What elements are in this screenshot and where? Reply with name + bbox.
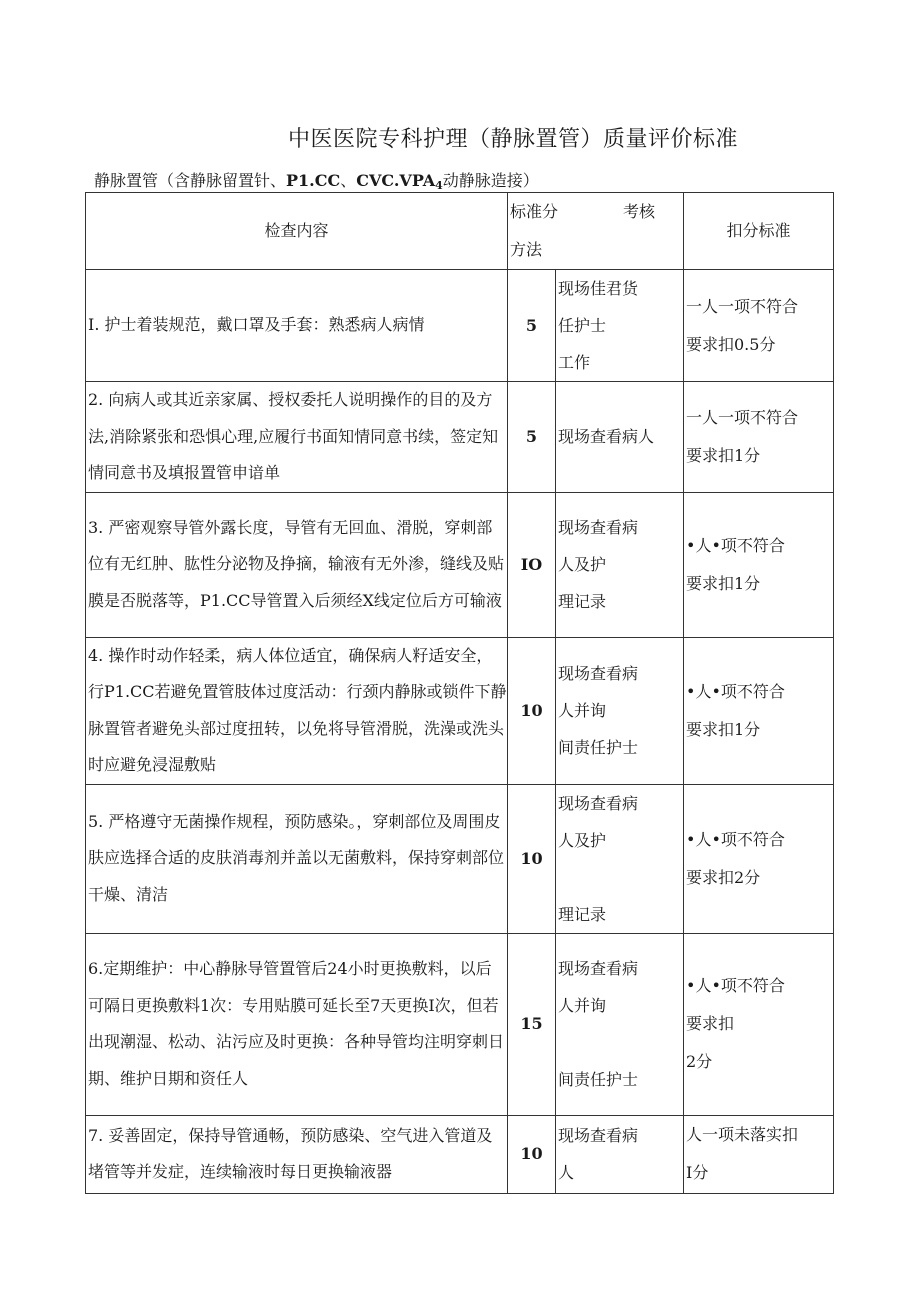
subtitle-text-2: P1.CC [286, 171, 341, 190]
row-method: 现场查看病 人 [556, 1115, 684, 1193]
row-method: 现场查看病 人并询 间责任护士 [556, 637, 684, 784]
row-method: 现场查看病 人并询 间责任护士 [556, 933, 684, 1115]
row-score: 10 [508, 784, 556, 933]
row-deduction: 一人一项不符合 要求扣1分 [684, 382, 834, 493]
header-method-2: 方法 [510, 240, 543, 259]
row-score: 5 [508, 382, 556, 493]
table-row [86, 637, 834, 784]
row-method: 现场查看病 人及护 理记录 [556, 492, 684, 637]
row-content: 4. 操作时动作轻柔，病人体位适宜，确保病人籽适安全，行P1.CC若避免置管肢体过度活动：行颈内静脉或锁件下静脉置管者避免头部过度扭转，以免将导管滑脱，洗澡或洗头时应避免浸湿敷贴 [86, 637, 508, 784]
row-deduction: 人一项未落实扣 I分 [684, 1115, 834, 1193]
subtitle-text-1: 静脉置管（含静脉留置针、 [94, 171, 287, 190]
row-content: 7. 妥善固定，保持导管通畅，预防感染、空气进入管道及堵管等并发症，连续输液时每日更换输液器 [86, 1115, 508, 1193]
table-row [86, 382, 834, 493]
subtitle-text-3: 、 [340, 171, 357, 190]
row-method: 现场查看病人 [556, 382, 684, 493]
row-method: 现场佳君货 任护士 工作 [556, 270, 684, 382]
page-title: 中医医院专科护理（静脉置管）质量评价标准 [287, 127, 738, 152]
row-deduction: •人•项不符合 要求扣 2分 [684, 933, 834, 1115]
table-row [86, 492, 834, 637]
row-method: 现场查看病 人及护 理记录 [556, 784, 684, 933]
header-score: 标准分 [510, 202, 559, 221]
row-score: 10 [508, 637, 556, 784]
table-row [86, 784, 834, 933]
row-deduction: 一人一项不符合 要求扣0.5分 [684, 270, 834, 382]
row-content: 2. 向病人或其近亲家属、授权委托人说明操作的目的及方法,消除紧张和恐惧心理,应履行书面知情同意书续，签定知情同意书及填报置管申谙单 [86, 382, 508, 493]
row-score: 5 [508, 270, 556, 382]
row-content: I. 护士着装规范，戴口罩及手套：熟悉病人病情 [86, 270, 508, 382]
header-deduction: 扣分标准 [684, 193, 834, 270]
subtitle-subscript: 4 [435, 179, 443, 192]
document-subtitle [94, 168, 539, 192]
table-row [86, 933, 834, 1115]
row-content: 3. 严密观察导管外露长度，导管有无回血、滑脱，穿刺部位有无红肿、肱性分泌物及挣摘，输液有无外渗，缝线及贴膜是否脱落等，P1.CC导管置入后须经X线定位后方可输液 [86, 492, 508, 637]
header-score-method [508, 193, 684, 270]
subtitle-text-5: 动静脉造接） [442, 171, 539, 190]
evaluation-table [85, 192, 834, 1194]
header-content: 检查内容 [86, 193, 508, 270]
header-method: 考核 [622, 202, 655, 221]
row-content: 6.定期维护：中心静脉导管置管后24小时更换敷料，以后可隔日更换敷料1次：专用贴膜可延长至7天更换I次，但若出现潮湿、松动、沾污应及时更换：各种导管均注明穿刺日期、维护日期和资任人 [86, 933, 508, 1115]
row-deduction: •人•项不符合 要求扣1分 [684, 637, 834, 784]
row-score: 15 [508, 933, 556, 1115]
row-score: IO [508, 492, 556, 637]
row-deduction: •人•项不符合 要求扣2分 [684, 784, 834, 933]
table-header-row [86, 193, 834, 270]
row-content: 5. 严格遵守无菌操作规程，预防感染。，穿刺部位及周围皮肤应选择合适的皮肤消毒剂并盖以无菌敷料，保持穿刺部位干燥、清洁 [86, 784, 508, 933]
subtitle-text-4: CVC.VPA [356, 171, 436, 190]
table-row [86, 1115, 834, 1193]
row-score: 10 [508, 1115, 556, 1193]
row-deduction: •人•项不符合 要求扣1分 [684, 492, 834, 637]
table-row [86, 270, 834, 382]
